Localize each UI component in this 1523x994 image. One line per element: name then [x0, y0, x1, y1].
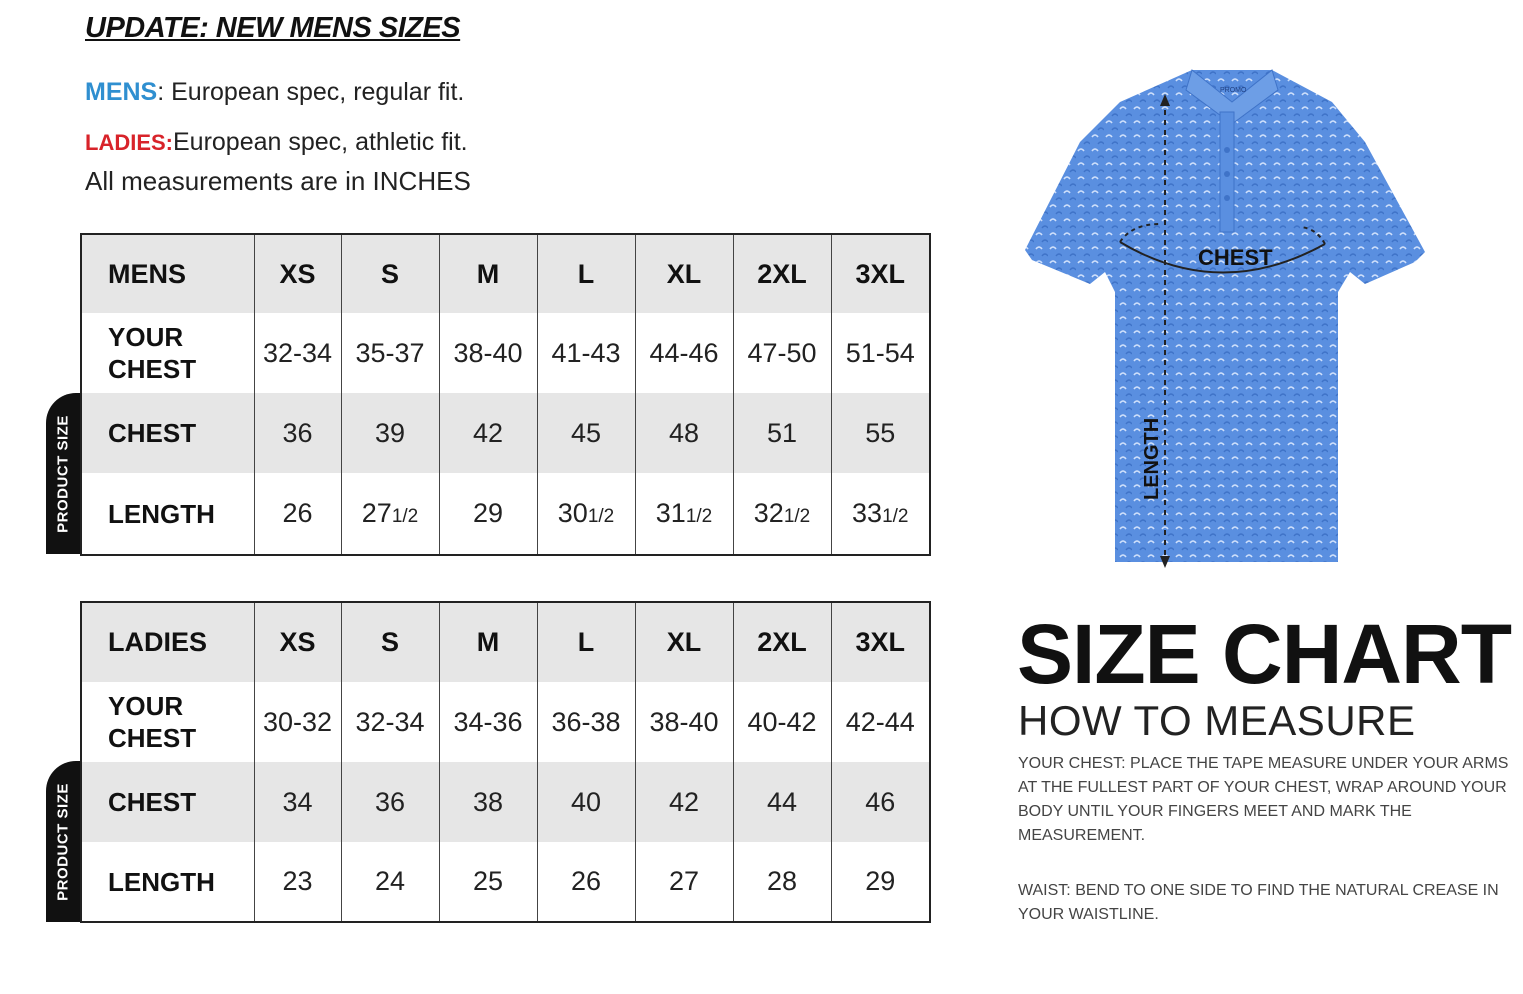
table-cell: 46 — [831, 762, 930, 842]
shirt-chest-label: CHEST — [1198, 245, 1273, 270]
table-cell: 26 — [254, 473, 341, 555]
polo-shirt-illustration — [1020, 62, 1430, 572]
size-header: M — [439, 234, 537, 313]
mens-your-chest-row — [81, 313, 930, 393]
table-cell: 41-43 — [537, 313, 635, 393]
mens-header-row — [81, 234, 930, 313]
ladies-label: LADIES: — [85, 130, 173, 155]
product-size-label: PRODUCT SIZE — [54, 782, 72, 901]
table-cell: 23 — [254, 842, 341, 922]
table-cell: 47-50 — [733, 313, 831, 393]
length-label: LENGTH — [108, 866, 215, 897]
ladies-size-table — [80, 601, 931, 923]
size-header: 3XL — [831, 234, 930, 313]
table-cell: 32-34 — [254, 313, 341, 393]
table-cell: 36 — [254, 393, 341, 473]
table-cell: 38 — [439, 762, 537, 842]
table-cell: 32-34 — [341, 682, 439, 762]
table-cell: 28 — [733, 842, 831, 922]
table-cell: 42 — [635, 762, 733, 842]
table-cell: 27 — [635, 842, 733, 922]
ladies-length-row — [81, 842, 930, 922]
mens-size-table — [80, 233, 931, 556]
table-cell: 51-54 — [831, 313, 930, 393]
size-header: S — [341, 602, 439, 682]
table-cell: 45 — [537, 393, 635, 473]
ladies-table-title: LADIES — [81, 602, 254, 682]
size-header: L — [537, 602, 635, 682]
size-header: 2XL — [733, 234, 831, 313]
table-cell: 331/2 — [831, 473, 930, 555]
mens-table-title: MENS — [81, 234, 254, 313]
table-cell: 51 — [733, 393, 831, 473]
size-chart-title: SIZE CHART — [1017, 607, 1511, 701]
size-header: 2XL — [733, 602, 831, 682]
ladies-header-row — [81, 602, 930, 682]
table-cell: 44 — [733, 762, 831, 842]
chest-label: CHEST — [81, 762, 254, 842]
table-cell: 36 — [341, 762, 439, 842]
size-header: XL — [635, 234, 733, 313]
waist-instruction: WAIST: BEND TO ONE SIDE TO FIND THE NATURAL CREASE IN YOUR WAISTLINE. — [1018, 882, 1499, 923]
table-cell: 42-44 — [831, 682, 930, 762]
table-cell: 42 — [439, 393, 537, 473]
table-cell: 311/2 — [635, 473, 733, 555]
table-cell: 34-36 — [439, 682, 537, 762]
table-cell: 40 — [537, 762, 635, 842]
table-cell: 29 — [831, 842, 930, 922]
table-cell: 26 — [537, 842, 635, 922]
size-header: M — [439, 602, 537, 682]
table-cell: 25 — [439, 842, 537, 922]
ladies-product-size-tab — [46, 761, 80, 922]
size-header: XS — [254, 602, 341, 682]
table-cell: 30-32 — [254, 682, 341, 762]
ladies-your-chest-row — [81, 682, 930, 762]
size-header: XS — [254, 234, 341, 313]
table-cell: 301/2 — [537, 473, 635, 555]
table-cell: 44-46 — [635, 313, 733, 393]
table-cell: 24 — [341, 842, 439, 922]
mens-chest-row — [81, 393, 930, 473]
table-cell: 271/2 — [341, 473, 439, 555]
your-chest-label: YOUR CHEST — [108, 322, 197, 384]
chest-label: CHEST — [81, 393, 254, 473]
how-to-measure-title: HOW TO MEASURE — [1018, 697, 1416, 744]
ladies-description — [85, 128, 468, 157]
table-cell: 36-38 — [537, 682, 635, 762]
mens-product-size-tab — [46, 393, 80, 554]
size-header: S — [341, 234, 439, 313]
ladies-desc-text: European spec, athletic fit. — [173, 128, 468, 156]
chest-instruction: YOUR CHEST: PLACE THE TAPE MEASURE UNDER YOUR ARMS AT THE FULLEST PART OF YOUR CHEST, WRAP AROUND YOUR BODY UNTIL YOUR FINGERS MEET AND MARK THE MEASUREMENT. — [1018, 755, 1509, 844]
mens-label: MENS — [85, 78, 158, 106]
table-cell: 29 — [439, 473, 537, 555]
your-chest-label: YOUR CHEST — [108, 691, 197, 753]
table-cell: 35-37 — [341, 313, 439, 393]
units-note: All measurements are in INCHES — [85, 166, 471, 196]
mens-desc-text: : European spec, regular fit. — [157, 78, 465, 106]
table-cell: 34 — [254, 762, 341, 842]
table-cell: 321/2 — [733, 473, 831, 555]
mens-description — [85, 78, 464, 107]
mens-length-row — [81, 473, 930, 555]
table-cell: 40-42 — [733, 682, 831, 762]
table-cell: 48 — [635, 393, 733, 473]
update-title: UPDATE: NEW MENS SIZES — [85, 12, 461, 44]
table-cell: 38-40 — [439, 313, 537, 393]
length-label: LENGTH — [108, 498, 215, 529]
shirt-logo: PROMO — [1220, 87, 1247, 94]
ladies-chest-row — [81, 762, 930, 842]
size-header: 3XL — [831, 602, 930, 682]
table-cell: 55 — [831, 393, 930, 473]
table-cell: 39 — [341, 393, 439, 473]
table-cell: 38-40 — [635, 682, 733, 762]
product-size-label: PRODUCT SIZE — [54, 414, 72, 533]
size-header: L — [537, 234, 635, 313]
shirt-length-label: LENGTH — [1141, 417, 1163, 500]
size-header: XL — [635, 602, 733, 682]
